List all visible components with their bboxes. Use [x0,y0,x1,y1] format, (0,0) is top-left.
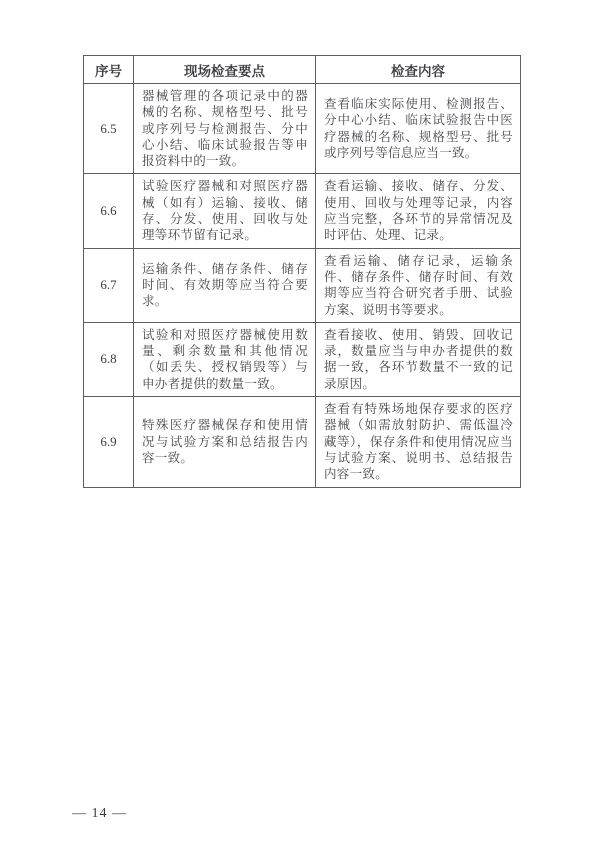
table-row [84,397,521,487]
row-inspection-point: 试验和对照医疗器械使用数量、剩余数量和其他情况（如丢失、授权销毁等）与申办者提供的数量一致。 [134,322,316,396]
row-inspection-content: 查看接收、使用、销毁、回收记录，数量应当与申办者提供的数据一致，各环节数量不一致的记录原因。 [316,322,521,396]
row-inspection-point: 运输条件、储存条件、储存时间、有效期等应当符合要求。 [134,248,316,322]
table-row [84,84,521,174]
row-serial-number: 6.6 [84,174,134,248]
row-serial-number: 6.8 [84,322,134,396]
table-row [84,322,521,396]
row-inspection-point: 试验医疗器械和对照医疗器械（如有）运输、接收、储存、分发、使用、回收与处理等环节留有记录。 [134,174,316,248]
page-number: — 14 — [72,806,127,821]
table-row [84,174,521,248]
header-inspection-content: 检查内容 [316,56,521,84]
row-inspection-content: 查看临床实际使用、检测报告、分中心小结、临床试验报告中医疗器械的名称、规格型号、批号或序列号等信息应当一致。 [316,84,521,174]
header-serial-number: 序号 [84,56,134,84]
row-serial-number: 6.9 [84,397,134,487]
row-inspection-content: 查看运输、接收、储存、分发、使用、回收与处理等记录，内容应当完整，各环节的异常情况及时评估、处理、记录。 [316,174,521,248]
row-inspection-point: 器械管理的各项记录中的器械的名称、规格型号、批号或序列号与检测报告、分中心小结、临床试验报告等申报资料中的一致。 [134,84,316,174]
row-inspection-content: 查看运输、储存记录，运输条件、储存条件、储存时间、有效期等应当符合研究者手册、试验方案、说明书等要求。 [316,248,521,322]
row-serial-number: 6.7 [84,248,134,322]
row-serial-number: 6.5 [84,84,134,174]
row-inspection-point: 特殊医疗器械保存和使用情况与试验方案和总结报告内容一致。 [134,397,316,487]
table-header-row [84,56,521,84]
row-inspection-content: 查看有特殊场地保存要求的医疗器械（如需放射防护、需低温冷藏等），保存条件和使用情况应当与试验方案、说明书、总结报告内容一致。 [316,397,521,487]
inspection-table [83,55,521,488]
table-row [84,248,521,322]
header-inspection-points: 现场检查要点 [134,56,316,84]
